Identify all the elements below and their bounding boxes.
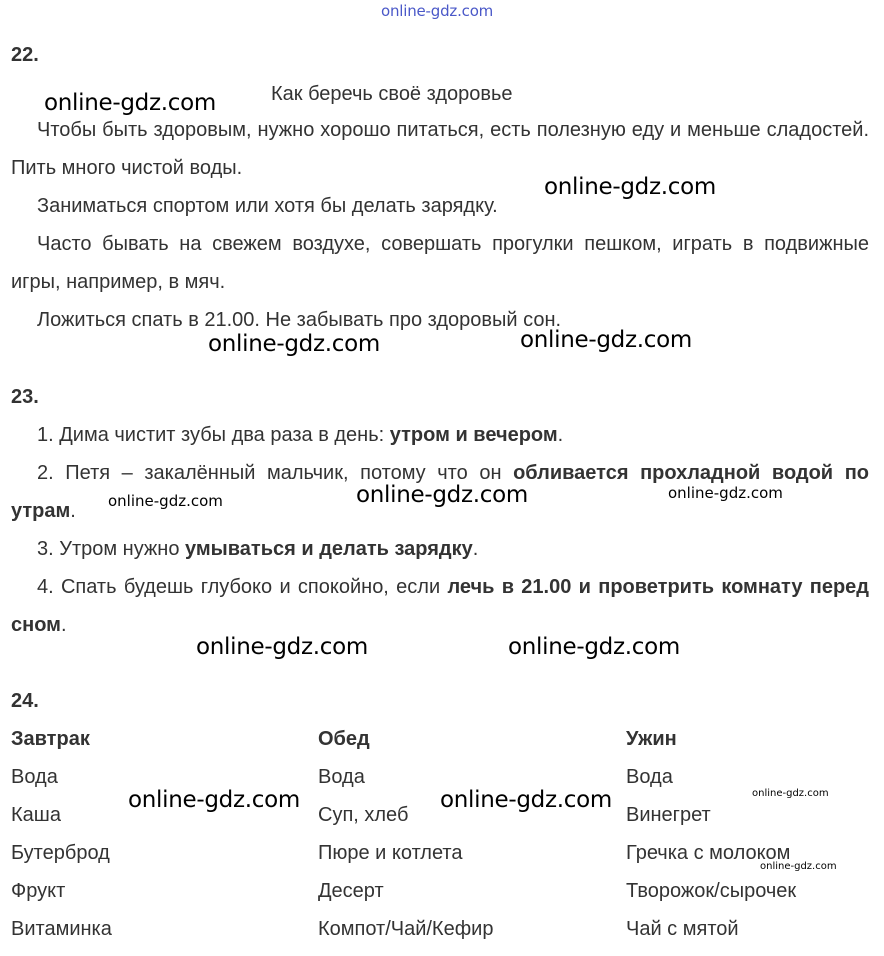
task-23-item-4-answer: лечь в 21.00 и проветрить комнату перед сном [11, 576, 869, 636]
task-23-item-4-end: . [60, 614, 67, 636]
menu-item: Вода [626, 766, 673, 788]
task-23-item-1-end: . [557, 424, 564, 446]
menu-item: Суп, хлеб [318, 804, 409, 826]
task-22-paragraph-3: Часто бывать на свежем воздухе, совершать прогулки пешком, играть в подвижные игры, например, в мяч. [11, 233, 869, 293]
task-23-item-2-answer: обливается прохладной водой по утрам [11, 462, 869, 522]
watermark: online-gdz.com [108, 492, 223, 510]
menu-column-header: Ужин [626, 728, 677, 750]
menu-column-header: Обед [318, 728, 370, 750]
task-22-title: Как беречь своё здоровье [271, 83, 513, 105]
menu-item: Творожок/сырочек [626, 880, 797, 902]
task-23-item-3 [11, 530, 869, 568]
task-23-item-1-text: 1. Дима чистит зубы два раза в день: [37, 424, 390, 446]
watermark: online-gdz.com [508, 634, 680, 660]
task-23-item-3-answer: умываться и делать зарядку [185, 538, 473, 560]
task-22-paragraph-2: Заниматься спортом или хотя бы делать зарядку. [37, 195, 498, 217]
menu-column-breakfast [11, 720, 112, 948]
task-23-item-2-end: . [70, 500, 76, 522]
menu-item: Витаминка [11, 918, 112, 940]
watermark: online-gdz.com [752, 788, 829, 799]
watermark: online-gdz.com [196, 634, 368, 660]
task-23-item-3-end: . [472, 538, 479, 560]
menu-item: Фрукт [11, 880, 66, 902]
task-23-item-4-text: 4. Спать будешь глубоко и спокойно, если [37, 576, 448, 598]
menu-item: Вода [11, 766, 58, 788]
task-22-paragraph-4: Ложиться спать в 21.00. Не забывать про здоровый сон. [37, 309, 562, 331]
task-23-item-2-text: 2. Петя – закалённый мальчик, потому что он [37, 462, 514, 484]
task-22-number: 22. [11, 44, 39, 66]
watermark: online-gdz.com [44, 90, 216, 116]
task-24-number: 24. [11, 690, 39, 712]
menu-item: Винегрет [626, 804, 711, 826]
menu-item: Каша [11, 804, 61, 826]
watermark: online-gdz.com [440, 787, 612, 813]
watermark: online-gdz.com [520, 327, 692, 353]
task-22-paragraph-1: Чтобы быть здоровым, нужно хорошо питаться, есть полезную еду и меньше сладостей. Пить много чистой воды. [11, 119, 869, 179]
watermark: online-gdz.com [760, 861, 837, 872]
menu-item: Вода [318, 766, 365, 788]
watermark: online-gdz.com [128, 787, 300, 813]
task-23-item-3-text: 3. Утром нужно [37, 538, 186, 560]
watermark: online-gdz.com [208, 331, 380, 357]
menu-column-dinner [626, 720, 796, 948]
menu-item: Пюре и котлета [318, 842, 463, 864]
menu-item: Гречка с молоком [626, 842, 791, 864]
menu-item: Компот/Чай/Кефир [318, 918, 494, 940]
menu-column-lunch [318, 720, 493, 948]
menu-item: Бутерброд [11, 842, 110, 864]
menu-item: Чай с мятой [626, 918, 739, 940]
watermark: online-gdz.com [668, 484, 783, 502]
watermark: online-gdz.com [544, 174, 716, 200]
header-watermark: online-gdz.com [381, 2, 494, 20]
task-23-item-4 [11, 568, 869, 644]
menu-column-header: Завтрак [11, 728, 90, 750]
watermark: online-gdz.com [356, 482, 528, 508]
task-23-item-1 [11, 416, 869, 454]
task-23-number: 23. [11, 386, 39, 408]
task-23-item-1-answer: утром и вечером [389, 424, 558, 446]
menu-item: Десерт [318, 880, 384, 902]
